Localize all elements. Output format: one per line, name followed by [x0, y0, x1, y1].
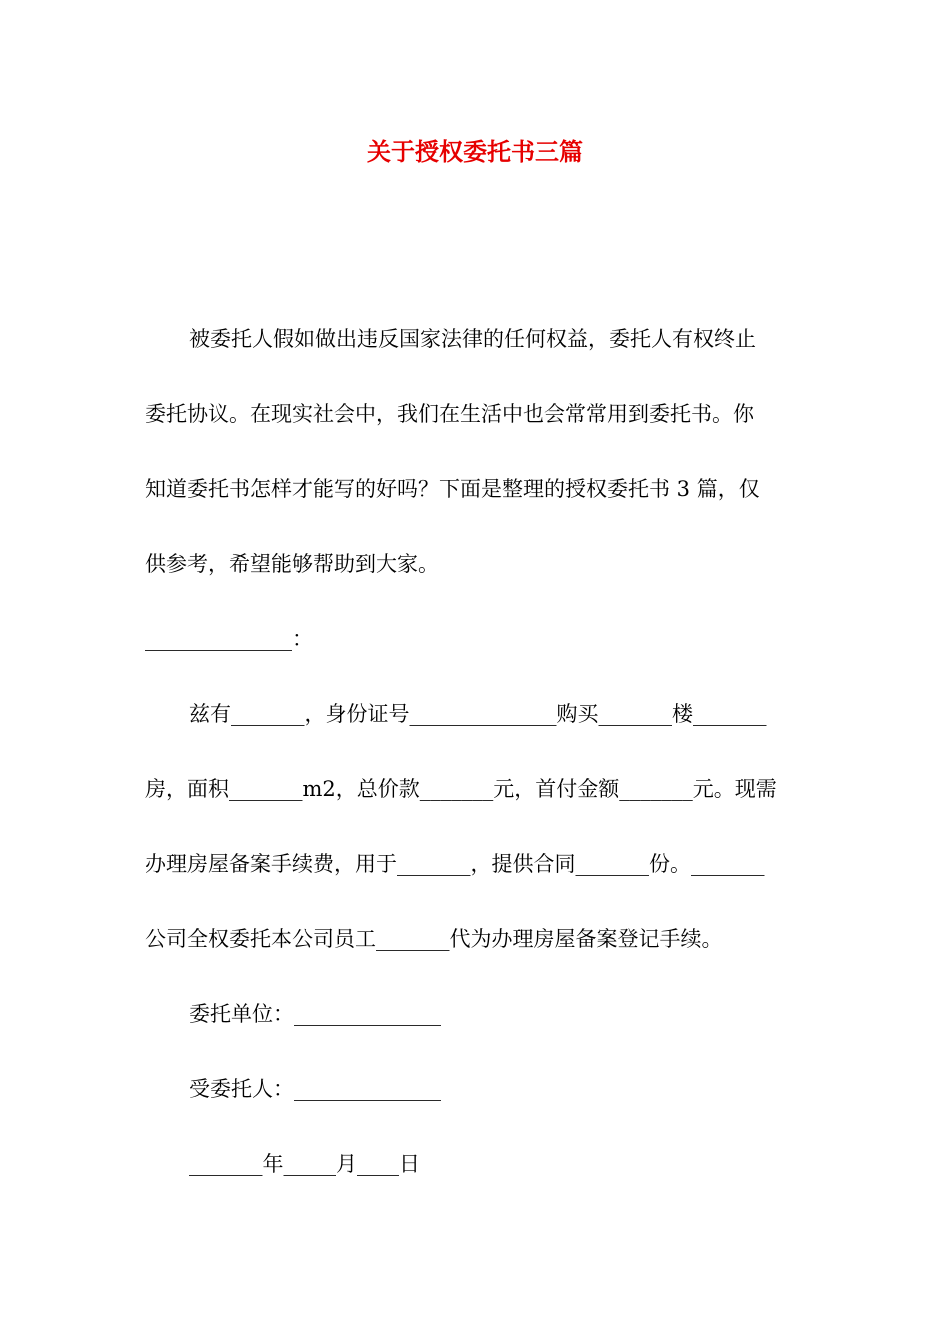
form-line: 办理房屋备案手续费，用于_______，提供合同_______份。_______: [145, 852, 765, 876]
signature-field-entrusting-unit: 委托单位：______________: [189, 1002, 441, 1026]
page-title: 关于授权委托书三篇: [367, 137, 583, 166]
signature-field-trustee: 受委托人：______________: [189, 1077, 441, 1101]
paragraph-line: 知道委托书怎样才能写的好吗？下面是整理的授权委托书 3 篇，仅: [145, 477, 760, 501]
date-field: _______年_____月____日: [189, 1152, 420, 1176]
form-line: 房，面积_______m2，总价款_______元，首付金额_______元。现需: [145, 777, 777, 801]
paragraph-line: 供参考，希望能够帮助到大家。: [145, 552, 439, 576]
addressee-blank-line: ______________：: [145, 627, 313, 651]
document-body: [145, 318, 810, 1218]
paragraph-line: 被委托人假如做出违反国家法律的任何权益，委托人有权终止: [189, 327, 756, 351]
form-line: 公司全权委托本公司员工_______代为办理房屋备案登记手续。: [145, 927, 723, 951]
form-line: 兹有_______，身份证号______________购买_______楼_______: [189, 702, 767, 726]
paragraph-line: 委托协议。在现实社会中，我们在生活中也会常常用到委托书。你: [145, 402, 754, 426]
